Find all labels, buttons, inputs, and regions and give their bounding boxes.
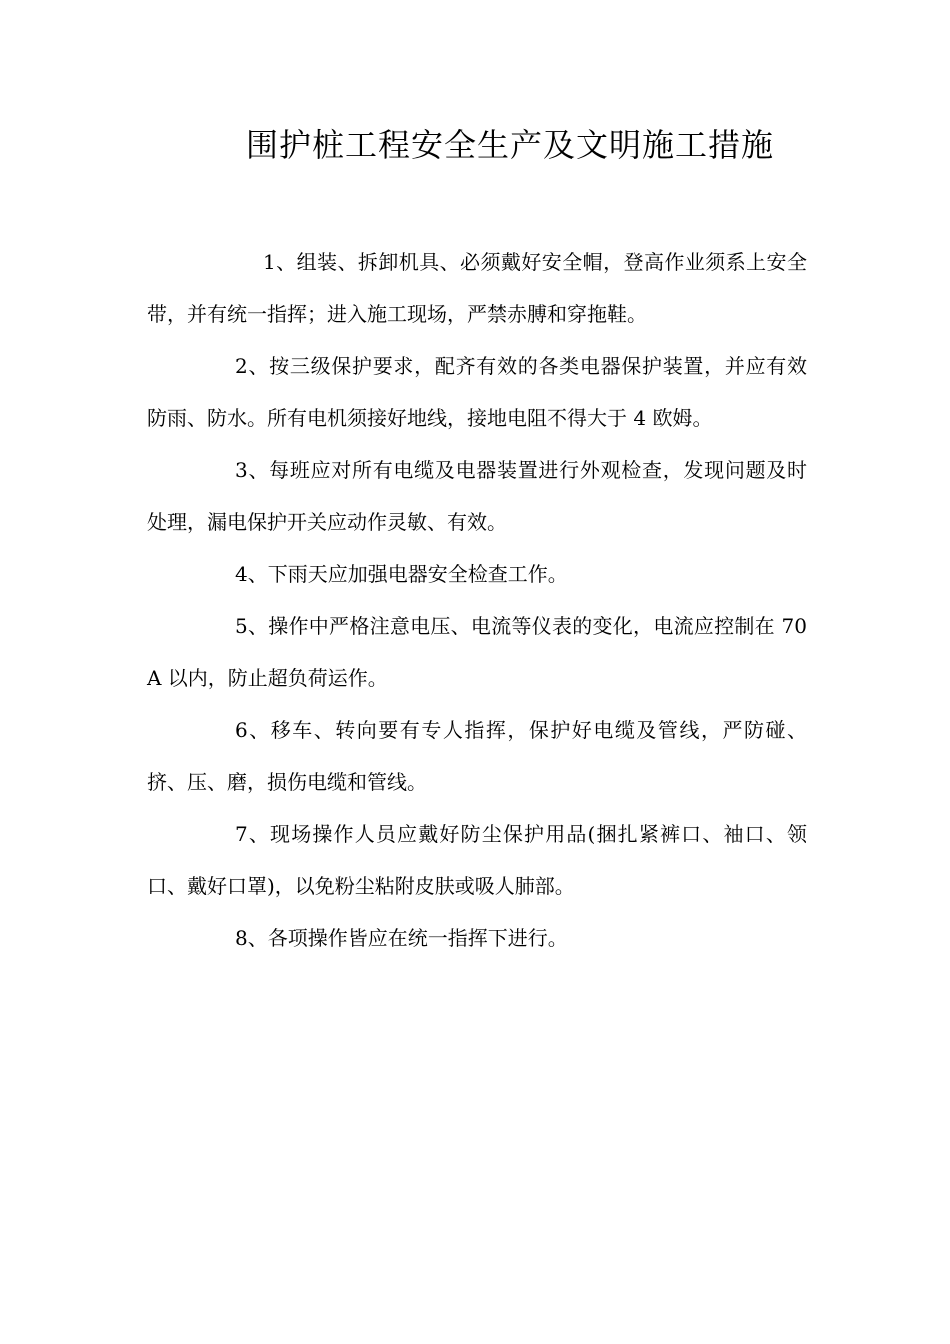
- document-body: [147, 236, 807, 964]
- paragraph-3: 3、每班应对所有电缆及电器装置进行外观检查，发现问题及时处理，漏电保护开关应动作灵敏、有效。: [147, 458, 807, 534]
- paragraph-2: 2、按三级保护要求，配齐有效的各类电器保护装置，并应有效防雨、防水。所有电机须接好地线，接地电阻不得大于 4 欧姆。: [147, 354, 807, 430]
- document-title: 围护桩工程安全生产及文明施工措施: [245, 126, 774, 164]
- paragraph-1: 1、组装、拆卸机具、必须戴好安全帽，登高作业须系上安全带，并有统一指挥；进入施工现场，严禁赤膊和穿拖鞋。: [147, 250, 807, 326]
- paragraph-5: 5、操作中严格注意电压、电流等仪表的变化，电流应控制在 70A 以内，防止超负荷运作。: [147, 614, 807, 690]
- paragraph-8: 8、各项操作皆应在统一指挥下进行。: [235, 926, 568, 950]
- paragraph-6: 6、移车、转向要有专人指挥，保护好电缆及管线，严防碰、挤、压、磨，损伤电缆和管线。: [147, 718, 807, 794]
- paragraph-7: 7、现场操作人员应戴好防尘保护用品(捆扎紧裤口、袖口、领口、戴好口罩)，以免粉尘粘附皮肤或吸人肺部。: [147, 822, 807, 898]
- paragraph-4: 4、下雨天应加强电器安全检查工作。: [235, 562, 568, 586]
